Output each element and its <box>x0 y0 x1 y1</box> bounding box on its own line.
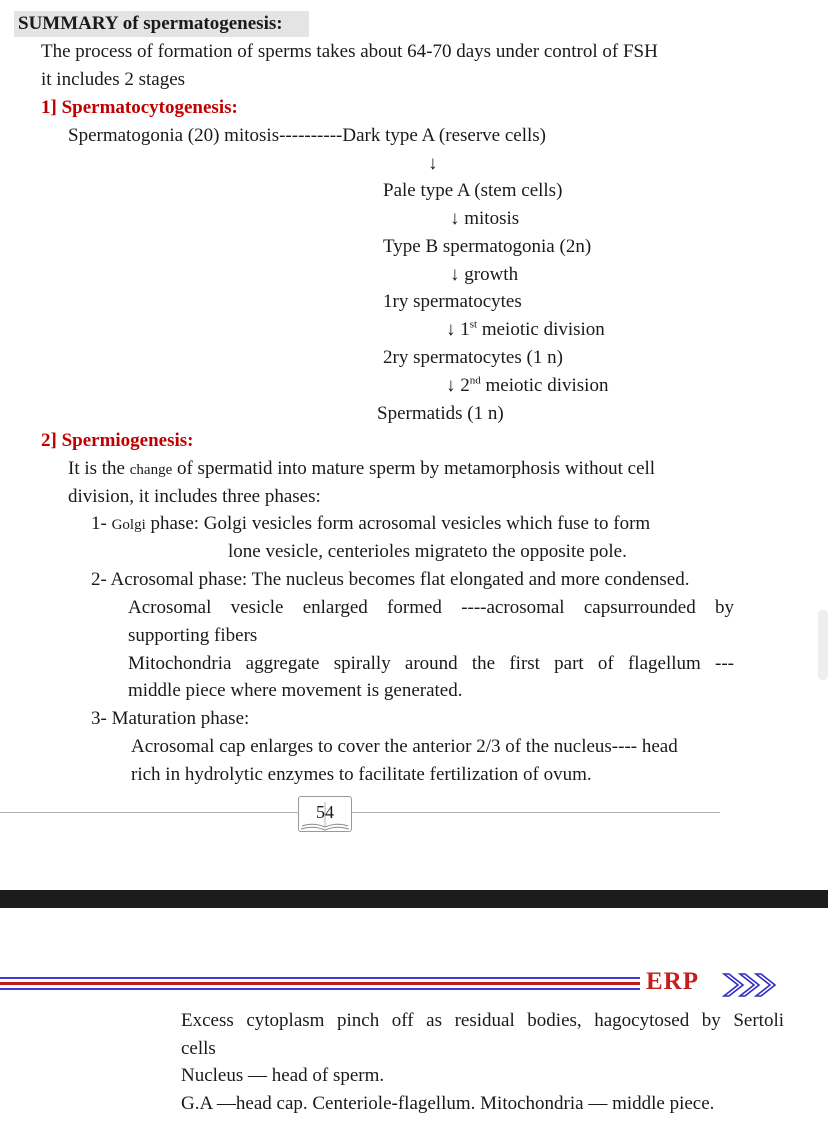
summary-heading: SUMMARY of spermatogenesis: <box>18 13 283 34</box>
page-number-rule-right <box>352 812 720 813</box>
phase2-p2-line-1: Mitochondria aggregate spirally around the first part of flagellum --- <box>128 653 734 674</box>
stage1-title: 1] Spermatocytogenesis: <box>41 97 238 118</box>
desc-part: It is the <box>68 458 125 479</box>
stage1-row1: Spermatogonia (20) mitosis----------Dark type A (reserve cells) <box>68 125 546 146</box>
flow-cell-type-b: Type B spermatogonia (2n) <box>383 236 592 257</box>
ordinal-sup: st <box>469 318 478 331</box>
phase1-golgi-word: Golgi <box>111 517 146 533</box>
intro-line-2: it includes 2 stages <box>41 69 186 90</box>
phase3-line-2: rich in hydrolytic enzymes to facilitate fertilization of ovum. <box>131 764 592 785</box>
next-page-line-1: Excess cytoplasm pinch off as residual bodies, hagocytosed by Sertoli <box>181 1010 784 1031</box>
phase3-title: 3- Maturation phase: <box>91 708 250 729</box>
intro-line-1: The process of formation of sperms takes about 64-70 days under control of FSH <box>41 41 658 62</box>
page-number-rule-left <box>0 812 300 813</box>
ordinal-sup: nd <box>469 374 481 387</box>
flow-cell-2ry-spermatocytes: 2ry spermatocytes (1 n) <box>383 347 563 368</box>
flow-cell-pale-type-a: Pale type A (stem cells) <box>383 180 563 201</box>
arrow-prefix: ↓ 1 <box>446 319 470 340</box>
arrow-prefix: ↓ 2 <box>446 375 470 396</box>
phase1-line-1 <box>91 510 650 539</box>
header-rule-red <box>0 982 640 985</box>
header-rule-blue-top <box>0 977 640 979</box>
arrow-suffix: meiotic division <box>477 319 605 340</box>
erp-logo-text: ERP <box>646 968 699 995</box>
flow-arrow-mitosis: ↓ mitosis <box>450 208 520 229</box>
stage2-desc-line-1 <box>68 455 655 484</box>
flow-cell-1ry-spermatocytes: 1ry spermatocytes <box>383 291 522 312</box>
next-page-line-4: G.A —head cap. Centeriole-flagellum. Mitochondria — middle piece. <box>181 1093 715 1114</box>
chevron-arrows-icon <box>722 970 784 1000</box>
flow-arrow-2nd-meiotic <box>446 372 608 400</box>
arrow-suffix: meiotic division <box>480 375 609 396</box>
phase2-p1-line-2: supporting fibers <box>128 625 258 646</box>
phase3-line-1: Acrosomal cap enlarges to cover the anterior 2/3 of the nucleus---- head <box>131 736 678 757</box>
phase2-p1-line-1: Acrosomal vesicle enlarged formed ----acrosomal capsurrounded by <box>128 597 734 618</box>
flow-arrow-1st-meiotic <box>446 316 605 344</box>
next-page-line-3: Nucleus — head of sperm. <box>181 1065 385 1086</box>
phase1-line-2: lone vesicle, centerioles migrateto the opposite pole. <box>228 541 627 562</box>
phase2-p2-line-2: middle piece where movement is generated. <box>128 680 463 701</box>
page-separator <box>0 890 828 908</box>
down-arrow: ↓ <box>428 153 438 174</box>
desc-part: of spermatid into mature sperm by metamorphosis without cell <box>176 458 656 479</box>
stage2-desc-line-2: division, it includes three phases: <box>68 486 321 507</box>
desc-change-word: change <box>129 462 173 478</box>
flow-arrow-growth: ↓ growth <box>450 264 519 285</box>
page-number: 54 <box>316 802 334 822</box>
phase1-text: phase: Golgi vesicles form acrosomal vesicles which fuse to form <box>150 513 651 534</box>
header-rule-blue-bottom <box>0 988 640 990</box>
phase2-title: 2- Acrosomal phase: The nucleus becomes flat elongated and more condensed. <box>91 569 690 590</box>
phase1-prefix: 1- <box>91 513 107 534</box>
stage2-title: 2] Spermiogenesis: <box>41 430 194 451</box>
flow-cell-spermatids: Spermatids (1 n) <box>377 403 504 424</box>
scrollbar-thumb[interactable] <box>818 610 828 680</box>
next-page-line-2: cells <box>181 1038 216 1059</box>
